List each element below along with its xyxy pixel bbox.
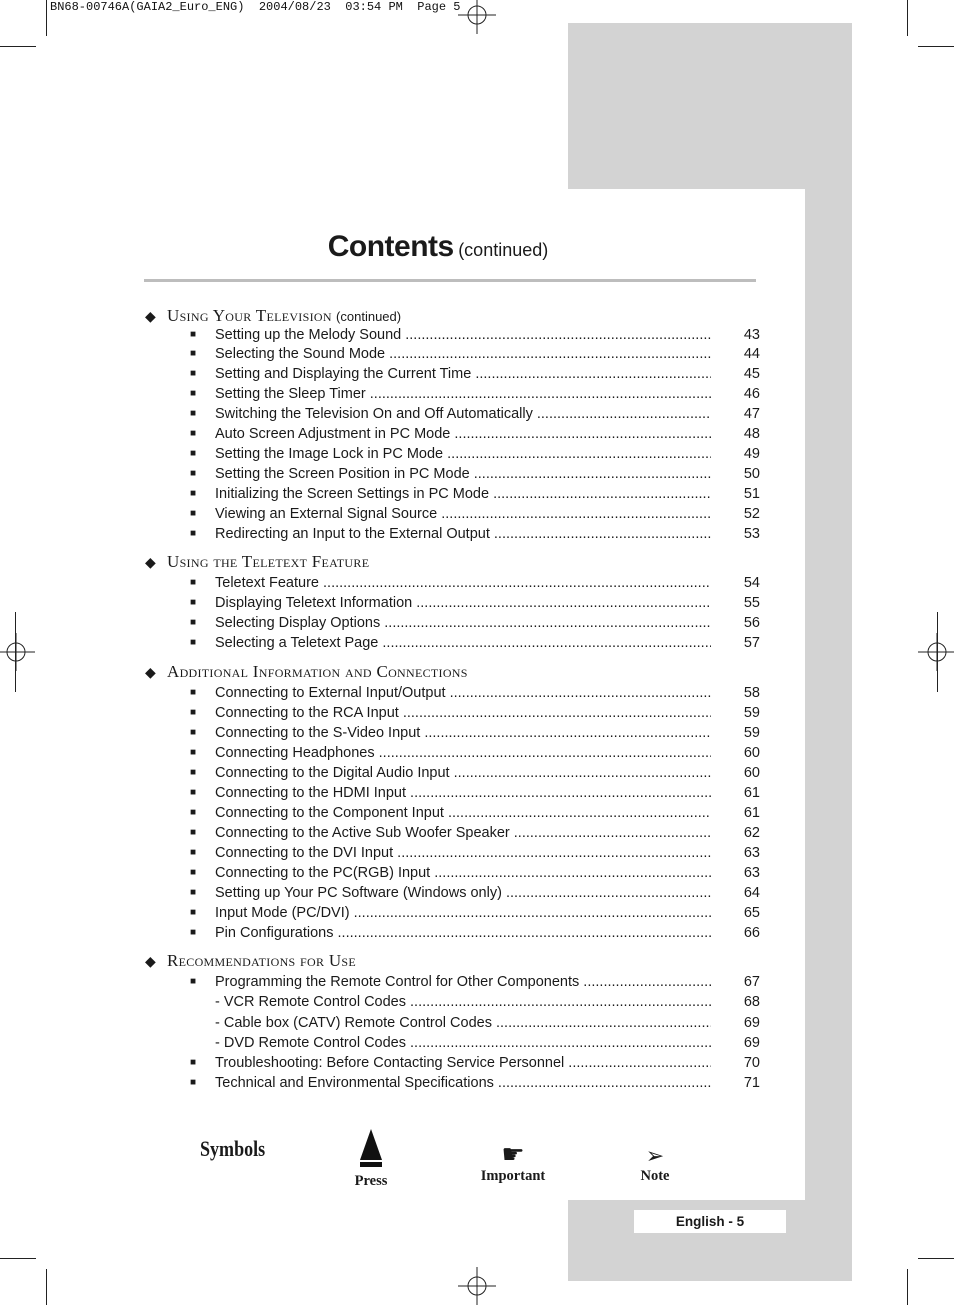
- toc-entry-page: 69: [743, 1035, 760, 1051]
- section-title: Additional Information and Connections: [167, 662, 468, 681]
- square-bullet-icon: ■: [190, 617, 197, 628]
- toc-entry-page: 60: [743, 745, 760, 761]
- toc-entry-page: 49: [743, 446, 760, 462]
- diamond-bullet-icon: ◆: [145, 955, 156, 970]
- crop-mark: [46, 0, 47, 36]
- toc-entry[interactable]: [190, 424, 760, 444]
- toc-entry-label: Selecting a Teletext Page .....: [215, 633, 711, 653]
- toc-entry-label: Connecting to the HDMI Input .....: [215, 783, 711, 803]
- toc-entry-page: 63: [743, 865, 760, 881]
- toc-entry-page: 70: [743, 1055, 760, 1071]
- arrow-icon: ➢: [645, 1143, 665, 1168]
- toc-entry[interactable]: [190, 344, 760, 364]
- crop-mark: [918, 1258, 954, 1259]
- toc-entry[interactable]: [190, 1053, 760, 1073]
- toc-entry[interactable]: [190, 384, 760, 404]
- toc-entry-page: 47: [743, 406, 760, 422]
- toc-entry-label: Teletext Feature .....: [215, 573, 711, 593]
- toc-entry-label: Technical and Environmental Specifications .....: [215, 1073, 711, 1093]
- section-heading: [145, 951, 356, 971]
- square-bullet-icon: ■: [190, 727, 197, 738]
- toc-entry[interactable]: [190, 803, 760, 823]
- toc-entry[interactable]: [190, 504, 760, 524]
- toc-entry-label: Connecting to the Active Sub Woofer Speaker .....: [215, 823, 711, 843]
- toc-entry[interactable]: [190, 593, 760, 613]
- crop-mark: [918, 46, 954, 47]
- square-bullet-icon: ■: [190, 707, 197, 718]
- crop-mark: [15, 612, 16, 692]
- toc-entry-page: 50: [743, 466, 760, 482]
- section-title: Using Your Television: [167, 306, 332, 325]
- toc-entry-page: 63: [743, 845, 760, 861]
- toc-entry-page: 64: [743, 885, 760, 901]
- square-bullet-icon: ■: [190, 597, 197, 608]
- toc-entry[interactable]: [190, 743, 760, 763]
- toc-entry[interactable]: [190, 783, 760, 803]
- square-bullet-icon: ■: [190, 976, 197, 987]
- toc-entry-page: 59: [743, 705, 760, 721]
- square-bullet-icon: ■: [190, 1057, 197, 1068]
- toc-entry-label: Setting and Displaying the Current Time .....: [215, 364, 711, 384]
- toc-entry-page: 65: [743, 905, 760, 921]
- square-bullet-icon: ■: [190, 847, 197, 858]
- toc-entry-label: Displaying Teletext Information .....: [215, 593, 711, 613]
- toc-entry[interactable]: [190, 524, 760, 544]
- square-bullet-icon: ■: [190, 687, 197, 698]
- square-bullet-icon: ■: [190, 887, 197, 898]
- crop-mark: [0, 1258, 36, 1259]
- symbol-important: [473, 1141, 553, 1185]
- toc-entry-page: 46: [743, 386, 760, 402]
- square-bullet-icon: ■: [190, 637, 197, 648]
- toc-entry[interactable]: [190, 1073, 760, 1093]
- toc-entry-page: 61: [743, 805, 760, 821]
- toc-entry[interactable]: [190, 613, 760, 633]
- toc-entry-label: Connecting Headphones .....: [215, 743, 711, 763]
- symbols-title: Symbols: [200, 1136, 266, 1161]
- toc-entry[interactable]: [190, 863, 760, 883]
- toc-entry-label: Setting up the Melody Sound .....: [215, 325, 711, 345]
- toc-entry[interactable]: [190, 1013, 760, 1033]
- square-bullet-icon: ■: [190, 907, 197, 918]
- toc-entry[interactable]: [190, 464, 760, 484]
- diamond-bullet-icon: ◆: [145, 666, 156, 681]
- square-bullet-icon: ■: [190, 867, 197, 878]
- symbol-label: Note: [640, 1168, 670, 1184]
- square-bullet-icon: ■: [190, 468, 197, 479]
- toc-entry-page: 53: [743, 526, 760, 542]
- toc-entry-page: 67: [743, 974, 760, 990]
- toc-entry-label: Connecting to the S-Video Input .....: [215, 723, 711, 743]
- toc-entry-label: Viewing an External Signal Source .....: [215, 504, 711, 524]
- symbol-note: [625, 1143, 685, 1185]
- toc-entry-label: Initializing the Screen Settings in PC Mode .....: [215, 484, 711, 504]
- toc-entry-label: Programming the Remote Control for Other Components .....: [215, 972, 711, 992]
- section-heading: [145, 552, 369, 572]
- diamond-bullet-icon: ◆: [145, 556, 156, 571]
- decorative-band: [568, 23, 852, 189]
- square-bullet-icon: ■: [190, 528, 197, 539]
- crop-mark: [907, 1269, 908, 1305]
- toc-entry-label: Connecting to the PC(RGB) Input .....: [215, 863, 711, 883]
- square-bullet-icon: ■: [190, 827, 197, 838]
- toc-entry[interactable]: [190, 923, 760, 943]
- toc-entry-page: 61: [743, 785, 760, 801]
- toc-entry-label: Redirecting an Input to the External Output .....: [215, 524, 711, 544]
- square-bullet-icon: ■: [190, 368, 197, 379]
- title-divider: [144, 279, 756, 282]
- toc-entry-page: 71: [743, 1075, 760, 1091]
- toc-entry-label: Selecting the Sound Mode .....: [215, 344, 711, 364]
- registration-mark-icon: [458, 0, 496, 34]
- square-bullet-icon: ■: [190, 747, 197, 758]
- toc-entry[interactable]: [190, 364, 760, 384]
- registration-mark-icon: [0, 633, 35, 671]
- toc-entry-page: 48: [743, 426, 760, 442]
- square-bullet-icon: ■: [190, 787, 197, 798]
- decorative-band: [805, 189, 852, 1200]
- square-bullet-icon: ■: [190, 807, 197, 818]
- toc-entry-label: Selecting Display Options .....: [215, 613, 711, 633]
- square-bullet-icon: ■: [190, 767, 197, 778]
- toc-entry[interactable]: [190, 1033, 760, 1053]
- toc-entry[interactable]: [190, 903, 760, 923]
- page-title-sub: (continued): [458, 240, 549, 260]
- toc-entry-label: Connecting to the DVI Input .....: [215, 843, 711, 863]
- crop-mark: [0, 46, 36, 47]
- toc-entry-page: 69: [743, 1015, 760, 1031]
- square-bullet-icon: ■: [190, 927, 197, 938]
- registration-mark-icon: [918, 633, 954, 671]
- toc-entry-label: Auto Screen Adjustment in PC Mode .....: [215, 424, 711, 444]
- registration-mark-icon: [458, 1267, 496, 1305]
- toc-entry-label: - VCR Remote Control Codes .....: [215, 992, 711, 1012]
- symbol-label: Press: [354, 1173, 388, 1189]
- toc-entry-page: 43: [743, 327, 760, 343]
- toc-entry[interactable]: [190, 823, 760, 843]
- toc-entry-page: 54: [743, 575, 760, 591]
- section-heading: [145, 306, 401, 326]
- square-bullet-icon: ■: [190, 1077, 197, 1088]
- section-title: Using the Teletext Feature: [167, 552, 370, 571]
- toc-entry[interactable]: [190, 484, 760, 504]
- toc-entry[interactable]: [190, 633, 760, 653]
- toc-entry-label: Troubleshooting: Before Contacting Service Personnel .....: [215, 1053, 711, 1073]
- toc-entry-page: 57: [743, 635, 760, 651]
- toc-entry-label: Setting the Screen Position in PC Mode .....: [215, 464, 711, 484]
- square-bullet-icon: ■: [190, 348, 197, 359]
- toc-entry-label: - Cable box (CATV) Remote Control Codes .....: [215, 1013, 711, 1033]
- toc-entry-label: Setting up Your PC Software (Windows only) .....: [215, 883, 711, 903]
- square-bullet-icon: ■: [190, 577, 197, 588]
- toc-entry-page: 60: [743, 765, 760, 781]
- symbol-label: Important: [480, 1168, 546, 1184]
- square-bullet-icon: ■: [190, 448, 197, 459]
- toc-entry[interactable]: [190, 325, 760, 345]
- toc-entry-page: 59: [743, 725, 760, 741]
- press-triangle-icon: [358, 1128, 384, 1168]
- crop-mark: [907, 0, 908, 36]
- toc-entry-page: 52: [743, 506, 760, 522]
- toc-entry-page: 55: [743, 595, 760, 611]
- crop-mark: [46, 1269, 47, 1305]
- toc-entry-page: 68: [743, 994, 760, 1010]
- crop-mark: [937, 612, 938, 692]
- toc-entry[interactable]: [190, 444, 760, 464]
- toc-entry[interactable]: [190, 992, 760, 1012]
- toc-entry-page: 56: [743, 615, 760, 631]
- toc-entry[interactable]: [190, 723, 760, 743]
- page-number-label: English - 5: [634, 1210, 786, 1233]
- toc-entry[interactable]: [190, 683, 760, 703]
- toc-entry-label: Connecting to External Input/Output .....: [215, 683, 711, 703]
- toc-entry-label: - DVD Remote Control Codes .....: [215, 1033, 711, 1053]
- section-title: Recommendations for Use: [167, 951, 357, 970]
- square-bullet-icon: ■: [190, 329, 197, 340]
- toc-entry[interactable]: [190, 843, 760, 863]
- square-bullet-icon: ■: [190, 488, 197, 499]
- square-bullet-icon: ■: [190, 408, 197, 419]
- toc-entry-page: 58: [743, 685, 760, 701]
- toc-entry-page: 66: [743, 925, 760, 941]
- toc-entry-label: Input Mode (PC/DVI) .....: [215, 903, 711, 923]
- toc-entry-page: 62: [743, 825, 760, 841]
- toc-entry-label: Connecting to the Digital Audio Input .....: [215, 763, 711, 783]
- toc-entry[interactable]: [190, 404, 760, 424]
- toc-entry-page: 45: [743, 366, 760, 382]
- toc-entry[interactable]: [190, 573, 760, 593]
- section-note: (continued): [336, 309, 402, 324]
- print-header: BN68-00746A(GAIA2_Euro_ENG) 2004/08/23 03:54 PM Page 5: [50, 0, 461, 14]
- toc-entry-label: Switching the Television On and Off Automatically .....: [215, 404, 711, 424]
- toc-entry-page: 44: [743, 346, 760, 362]
- toc-entry-page: 51: [743, 486, 760, 502]
- toc-entry-label: Setting the Sleep Timer .....: [215, 384, 711, 404]
- toc-entry[interactable]: [190, 883, 760, 903]
- square-bullet-icon: ■: [190, 388, 197, 399]
- pointing-hand-icon: ☛: [501, 1139, 525, 1169]
- symbol-press: [341, 1128, 401, 1190]
- page-title-main: Contents: [327, 230, 454, 263]
- section-heading: [145, 662, 468, 682]
- toc-entry-label: Pin Configurations .....: [215, 923, 711, 943]
- toc-entry-label: Connecting to the RCA Input .....: [215, 703, 711, 723]
- toc-entry[interactable]: [190, 972, 760, 992]
- toc-entry-label: Connecting to the Component Input .....: [215, 803, 711, 823]
- toc-entry-label: Setting the Image Lock in PC Mode .....: [215, 444, 711, 464]
- diamond-bullet-icon: ◆: [145, 310, 156, 325]
- square-bullet-icon: ■: [190, 428, 197, 439]
- square-bullet-icon: ■: [190, 508, 197, 519]
- page-title: [0, 230, 876, 264]
- toc-entry[interactable]: [190, 703, 760, 723]
- toc-entry[interactable]: [190, 763, 760, 783]
